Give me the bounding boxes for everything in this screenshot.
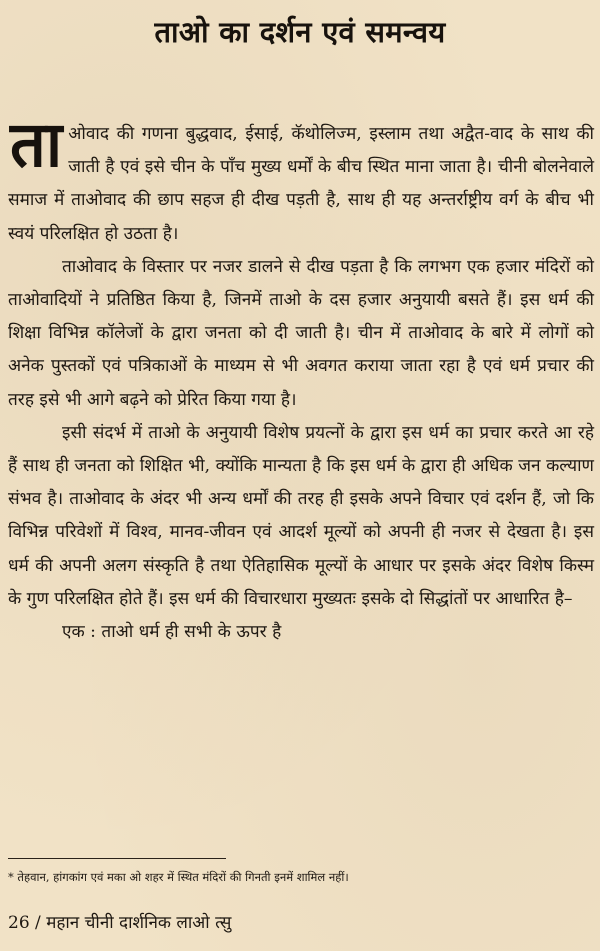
paragraph-2: ताओवाद के विस्तार पर नजर डालने से दीख पड़ता है कि लगभग एक हजार मंदिरों को ताओवादियों ने प्रतिष्ठित किया है, जिनमें ताओ के दस हजार अनुयायी बसते हैं। इस धर्म की शिक्षा विभिन्न कॉलेजों के द्वारा जनता को दी जाती है। चीन में ताओवाद के बारे में लोगों को अनेक पुस्तकों एवं पत्रिकाओं के माध्यम से भी अवगत कराया जाता रहा है एवं धर्म प्रचार की तरह इसे भी आगे बढ़ने को प्रेरित किया गया है।	[8, 256, 594, 410]
chapter-title: ताओ का दर्शन एवं समन्वय	[154, 15, 446, 49]
page-number: 26	[8, 913, 30, 933]
footer-separator: /	[35, 913, 41, 933]
page-footer	[8, 910, 594, 936]
paragraph-1	[8, 107, 594, 251]
footnote-divider	[8, 858, 226, 859]
drop-cap: ता	[10, 107, 63, 181]
paragraph-1-text: ओवाद की गणना बुद्धवाद, ईसाई, कॅथोलिज्म, इस्लाम तथा अद्वैत-वाद के साथ की जाती है एवं इसे चीन के पाँच मुख्य धर्मों के बीच स्थित माना जाता है। चीनी बोलनेवाले समाज में ताओवाद की छाप सहज ही दीख पड़ती है, साथ ही यह अन्तर्राष्ट्रीय वर्ग के बीच भी स्वयं परिलक्षित हो उठता है।	[8, 124, 594, 244]
paragraph-3: इसी संदर्भ में ताओ के अनुयायी विशेष प्रयत्नों के द्वारा इस धर्म का प्रचार करते आ रहे हैं साथ ही जनता को शिक्षित भी, क्योंकि मान्यता है कि इस धर्म के द्वारा ही अधिक जन कल्याण संभव है। ताओवाद के अंदर भी अन्य धर्मों की तरह ही इसके अपने विचार एवं दर्शन हैं, जो कि विभिन्न परिवेशों में विश्व, मानव-जीवन एवं आदर्श मूल्यों को अपनी ही नजर से देखता है। इस धर्म की अपनी अलग संस्कृति है तथा ऐतिहासिक मूल्यों के आधार पर इसके अंदर विशेष किस्म के गुण परिलक्षित होते हैं। इस धर्म की विचारधारा मुख्यतः इसके दो सिद्धांतों पर आधारित है–	[8, 422, 594, 609]
paragraph-4: एक : ताओ धर्म ही सभी के ऊपर है	[62, 622, 282, 643]
book-title: महान चीनी दार्शनिक लाओ त्सु	[46, 913, 232, 933]
footnote: * तेहवान, हांगकांग एवं मका ओ शहर में स्थित मंदिरों की गिनती इनमें शामिल नहीं।	[8, 870, 349, 884]
chapter-body	[8, 107, 594, 649]
